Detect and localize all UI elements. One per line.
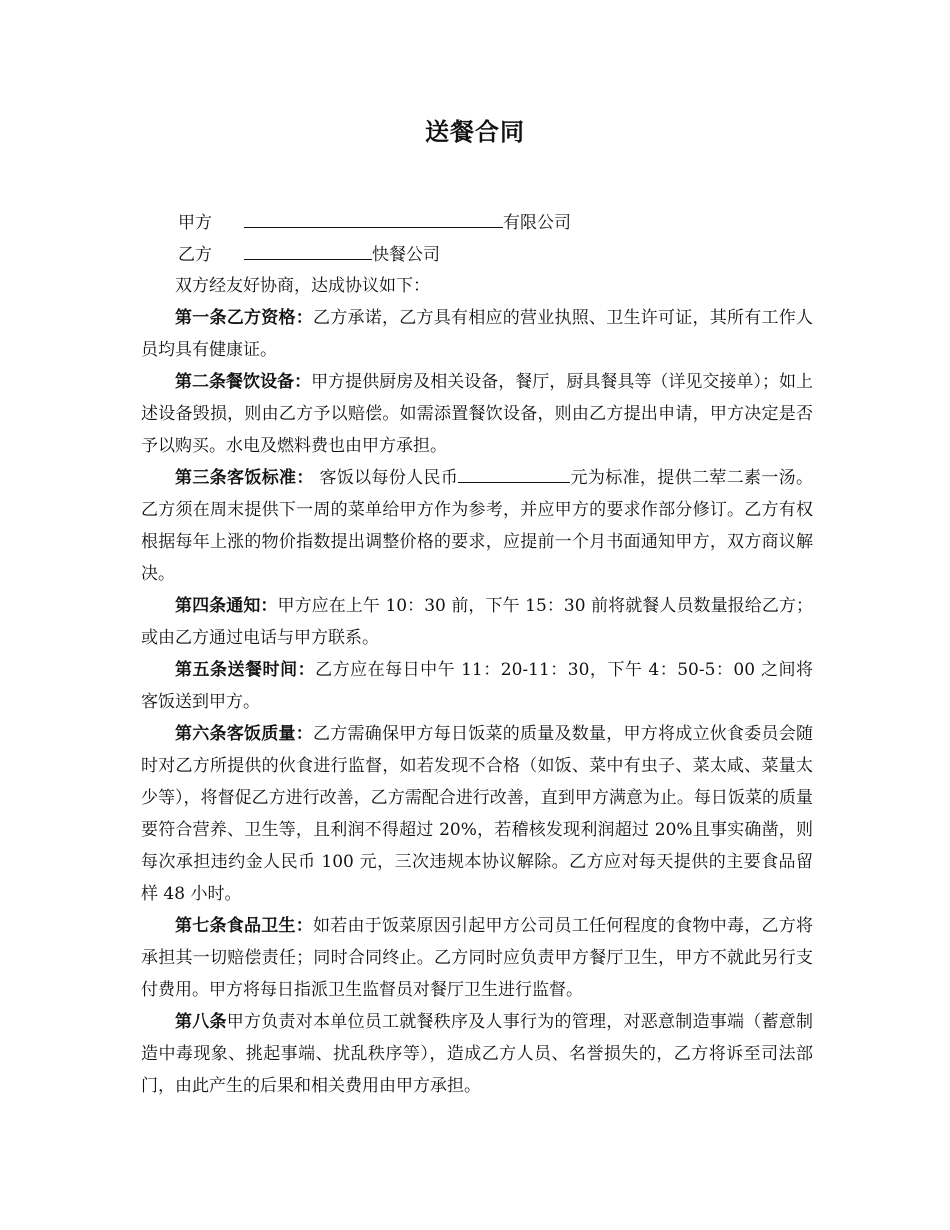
clause-5-text: 乙方应在每日中午 11：20-11：30，下午 4：50-5：00 之间将客饭送到甲方。 xyxy=(141,660,813,712)
clause-3-heading: 第三条客饭标准： xyxy=(175,468,314,488)
contract-body xyxy=(141,270,813,1102)
party-a-label: 甲方 xyxy=(178,213,212,233)
clause-3 xyxy=(141,462,813,590)
clause-8 xyxy=(141,1006,813,1102)
clause-1-text: 乙方承诺，乙方具有相应的营业执照、卫生许可证，其所有工作人员均具有健康证。 xyxy=(141,308,813,360)
party-b-blank[interactable] xyxy=(244,241,372,260)
clause-3-text-before: 客饭以每份人民币 xyxy=(313,468,459,488)
clause-3-text-after: 元为标准，提供二荤二素一汤。乙方须在周末提供下一周的菜单给甲方作为参考，并应甲方的要求作部分修订。乙方有权根据每年上涨的物价指数提出调整价格的要求，应提前一个月书面通知甲方，双方商议解决。 xyxy=(141,468,814,584)
clause-1-heading: 第一条乙方资格： xyxy=(175,308,313,328)
party-b-label: 乙方 xyxy=(178,245,212,265)
clause-8-heading: 第八条 xyxy=(175,1012,227,1032)
party-a-line xyxy=(178,209,571,233)
party-a-blank[interactable] xyxy=(244,209,503,228)
clause-7-text: 如若由于饭菜原因引起甲方公司员工任何程度的食物中毒，乙方将承担其一切赔偿责任；同时合同终止。乙方同时应负责甲方餐厅卫生，甲方不就此另行支付费用。甲方将每日指派卫生监督员对餐厅卫生进行监督。 xyxy=(141,916,813,1000)
clause-7 xyxy=(141,910,813,1006)
intro-text: 双方经友好协商，达成协议如下： xyxy=(175,276,430,296)
clause-2-text: 甲方提供厨房及相关设备，餐厅，厨具餐具等（详见交接单）；如上述设备毁损，则由乙方予以赔偿。如需添置餐饮设备，则由乙方提出申请，甲方决定是否予以购买。水电及燃料费也由甲方承担。 xyxy=(141,372,813,456)
party-b-suffix: 快餐公司 xyxy=(372,245,440,265)
clause-4-heading: 第四条通知： xyxy=(175,596,278,616)
clause-2-heading: 第二条餐饮设备： xyxy=(175,372,312,392)
clause-5 xyxy=(141,654,813,718)
party-b-line xyxy=(178,241,440,265)
document-title: 送餐合同 xyxy=(425,118,525,146)
clause-6-heading: 第六条客饭质量： xyxy=(175,724,313,744)
clause-4-text: 甲方应在上午 10：30 前，下午 15：30 前将就餐人员数量报给乙方；或由乙方通过电话与甲方联系。 xyxy=(141,596,813,648)
price-blank[interactable] xyxy=(458,464,570,483)
clause-1 xyxy=(141,302,813,366)
clause-6-text: 乙方需确保甲方每日饭菜的质量及数量，甲方将成立伙食委员会随时对乙方所提供的伙食进行监督，如若发现不合格（如饭、菜中有虫子、菜太咸、菜量太少等），将督促乙方进行改善，乙方需配合进行改善，直到甲方满意为止。每日饭菜的质量要符合营养、卫生等，且利润不得超过 20%，若稽核发现利润超过 20%且事实确凿，则每次承担违约金人民币 100 元，三次违规本协议解除。乙方应对每天提供的主要食品留样 48 小时。 xyxy=(141,724,813,904)
intro-paragraph xyxy=(141,270,813,302)
clause-4 xyxy=(141,590,813,654)
party-a-suffix: 有限公司 xyxy=(503,213,571,233)
clause-8-text: 甲方负责对本单位员工就餐秩序及人事行为的管理，对恶意制造事端（蓄意制造中毒现象、挑起事端、扰乱秩序等），造成乙方人员、名誉损失的，乙方将诉至司法部门，由此产生的后果和相关费用由甲方承担。 xyxy=(141,1012,813,1096)
clause-2 xyxy=(141,366,813,462)
clause-5-heading: 第五条送餐时间： xyxy=(175,660,316,680)
clause-6 xyxy=(141,718,813,910)
clause-7-heading: 第七条食品卫生： xyxy=(175,916,313,936)
